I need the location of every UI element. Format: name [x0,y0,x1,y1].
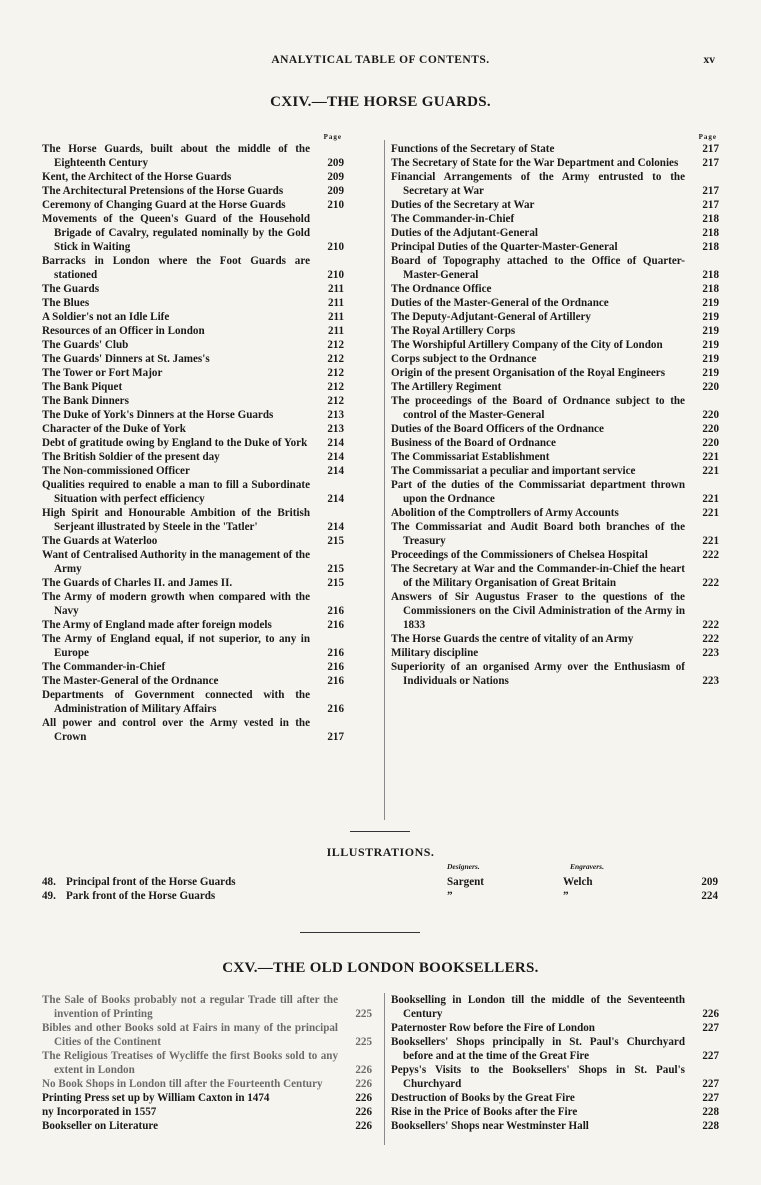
toc-entry-title: Character of the Duke of York [42,423,186,435]
toc-entry-title: The Deputy-Adjutant-General of Artillery [391,311,591,323]
toc-entry-page: 219 [702,325,719,337]
toc-entry-page: 214 [327,437,344,449]
toc-entry [42,394,344,408]
toc-entry [391,296,719,310]
toc-entry [42,450,344,464]
toc-column-left [42,993,372,1133]
illustration-entry [42,890,718,904]
toc-entry [42,1091,372,1105]
toc-entry-title: No Book Shops in London till after the Fourteenth Century [42,1078,323,1090]
engravers-header: Engravers. [570,862,604,871]
toc-entry-title: Booksellers' Shops near Westminster Hall [391,1120,589,1132]
toc-entry [42,352,344,366]
toc-entry-title: High Spirit and Honourable Ambition of the British Serjeant illustrated by Steele in the 'Tatler' [42,507,310,533]
toc-entry [391,1105,719,1119]
toc-entry-title: Duties of the Board Officers of the Ordnance [391,423,604,435]
toc-entry-title: The Religious Treatises of Wycliffe the first Books sold to any extent in London [42,1050,338,1076]
toc-entry-page: 218 [702,269,719,281]
toc-entry [42,618,344,632]
toc-entry [391,506,719,520]
toc-entry [391,142,719,156]
toc-entry [391,282,719,296]
toc-entry-title: The Guards' Club [42,339,129,351]
toc-entry [42,674,344,688]
toc-entry-page: 226 [702,1008,719,1020]
toc-entry-title: Destruction of Books by the Great Fire [391,1092,575,1104]
toc-entry [42,464,344,478]
toc-entry [42,632,344,660]
toc-entry-page: 227 [702,1022,719,1034]
toc-entry-title: The Bank Piquet [42,381,123,393]
toc-entry [391,1021,719,1035]
toc-entry-title: The Horse Guards the centre of vitality of an Army [391,633,634,645]
toc-entry-title: Ceremony of Changing Guard at the Horse Guards [42,199,286,211]
illustration-title: Principal front of the Horse Guards [66,876,236,888]
toc-entry [42,436,344,450]
toc-entry [391,240,719,254]
toc-entry-page: 217 [702,157,719,169]
toc-entry-page: 222 [702,619,719,631]
toc-entry-page: 221 [702,535,719,547]
toc-entry-page: 226 [355,1120,372,1132]
toc-entry-title: Debt of gratitude owing by England to the Duke of York [42,437,308,449]
toc-entry-page: 214 [327,451,344,463]
toc-entry-title: Board of Topography attached to the Office of Quarter-Master-General [391,255,685,281]
toc-entry-title: Military discipline [391,647,479,659]
illustration-designer: ” [447,890,453,902]
illustration-engraver: Welch [563,876,593,888]
toc-entry-page: 216 [327,661,344,673]
toc-entry-page: 219 [702,297,719,309]
toc-entry [42,296,344,310]
toc-entry-title: The Duke of York's Dinners at the Horse Guards [42,409,274,421]
toc-entry-page: 214 [327,521,344,533]
toc-entry [42,548,344,576]
toc-entry [42,198,344,212]
toc-entry [391,324,719,338]
toc-entry-page: 219 [702,353,719,365]
toc-entry-page: 211 [327,297,344,309]
toc-entry-title: Want of Centralised Authority in the management of the Army [42,549,310,575]
toc-entry [391,436,719,450]
toc-entry-title: The Army of modern growth when compared with the Navy [42,591,310,617]
page-number: xv [703,54,715,66]
toc-entry-page: 209 [327,185,344,197]
toc-entry-title: All power and control over the Army vested in the Crown [42,717,310,743]
toc-entry-page: 209 [327,157,344,169]
toc-entry-title: Superiority of an organised Army over the Enthusiasm of Individuals or Nations [391,661,685,687]
toc-entry-page: 218 [702,227,719,239]
divider-rule [300,932,420,933]
toc-entry [391,464,719,478]
toc-entry [391,1063,719,1091]
illustration-engraver: ” [563,890,569,902]
toc-entry-title: Financial Arrangements of the Army entrusted to the Secretary at War [391,171,685,197]
toc-entry-title: The Horse Guards, built about the middle of the Eighteenth Century [42,143,310,169]
toc-entry-page: 228 [702,1120,719,1132]
toc-entry [42,408,344,422]
toc-entry-title: Business of the Board of Ordnance [391,437,556,449]
toc-entry [391,198,719,212]
toc-entry [42,324,344,338]
toc-entry-title: The Bank Dinners [42,395,129,407]
toc-entry [391,380,719,394]
toc-entry-title: The Worshipful Artillery Company of the City of London [391,339,663,351]
toc-entry-title: The Secretary of State for the War Department and Colonies [391,157,679,169]
toc-entry [42,534,344,548]
toc-entry-title: The Commissariat a peculiar and important service [391,465,636,477]
toc-entry [391,1119,719,1133]
toc-entry-page: 212 [327,353,344,365]
toc-entry-title: The Army of England made after foreign models [42,619,272,631]
toc-entry-page: 212 [327,339,344,351]
toc-entry-title: Bibles and other Books sold at Fairs in many of the principal Cities of the Continent [42,1022,338,1048]
toc-entry-page: 214 [327,493,344,505]
toc-entry [391,170,719,198]
toc-entry-title: Kent, the Architect of the Horse Guards [42,171,232,183]
toc-entry-title: The Guards [42,283,100,295]
toc-entry [42,716,344,744]
toc-entry [42,366,344,380]
toc-entry-page: 217 [702,199,719,211]
toc-entry-title: The Blues [42,297,90,309]
toc-entry-title: Booksellers' Shops principally in St. Paul's Churchyard before and at the time of the Great Fire [391,1036,685,1062]
toc-entry-title: The British Soldier of the present day [42,451,220,463]
toc-entry [42,688,344,716]
toc-entry-title: The Commander-in-Chief [391,213,515,225]
toc-entry-page: 219 [702,311,719,323]
illustration-number: 49. [42,890,56,902]
toc-entry-page: 216 [327,647,344,659]
toc-entry-title: The Guards at Waterloo [42,535,158,547]
toc-entry-page: 217 [327,731,344,743]
toc-entry-page: 226 [355,1092,372,1104]
toc-entry-title: The Guards of Charles II. and James II. [42,577,233,589]
toc-entry-page: 216 [327,605,344,617]
toc-entry-title: Qualities required to enable a man to fill a Subordinate Situation with perfect efficiency [42,479,310,505]
toc-entry [391,590,719,632]
toc-entry-title: The Royal Artillery Corps [391,325,516,337]
toc-entry [391,254,719,282]
toc-entry-page: 219 [702,367,719,379]
running-head [0,54,761,70]
toc-entry [391,310,719,324]
toc-entry-page: 216 [327,675,344,687]
toc-entry-page: 212 [327,395,344,407]
toc-entry [391,366,719,380]
toc-entry-page: 216 [327,703,344,715]
toc-entry-page: 228 [702,1106,719,1118]
toc-entry-page: 221 [702,493,719,505]
toc-entry-page: 211 [327,311,344,323]
toc-entry-page: 217 [702,185,719,197]
toc-entry [42,1119,372,1133]
toc-entry [391,646,719,660]
toc-entry-title: Bookseller on Literature [42,1120,159,1132]
illustration-designer: Sargent [447,876,484,888]
toc-entry-page: 221 [702,507,719,519]
toc-entry-page: 215 [327,563,344,575]
toc-entry [391,422,719,436]
toc-entry-title: Part of the duties of the Commissariat department thrown upon the Ordnance [391,479,685,505]
toc-entry-title: The Commissariat Establishment [391,451,550,463]
toc-entry [42,310,344,324]
illustration-entry [42,876,718,890]
toc-entry [42,576,344,590]
toc-entry-title: Duties of the Secretary at War [391,199,535,211]
toc-entry-page: 210 [327,269,344,281]
toc-entry-page: 218 [702,241,719,253]
toc-entry [391,156,719,170]
toc-entry-page: 221 [702,465,719,477]
toc-entry-title: Abolition of the Comptrollers of Army Accounts [391,507,619,519]
toc-entry [42,590,344,618]
toc-entry [391,352,719,366]
divider-rule [350,831,410,832]
toc-column-right [391,130,719,688]
toc-entry-title: The Ordnance Office [391,283,492,295]
toc-entry-title: The Master-General of the Ordnance [42,675,219,687]
toc-entry [42,142,344,170]
running-title: ANALYTICAL TABLE OF CONTENTS. [271,54,490,66]
toc-entry [42,380,344,394]
toc-entry-page: 222 [702,549,719,561]
toc-entry-page: 209 [327,171,344,183]
toc-entry-title: Departments of Government connected with the Administration of Military Affairs [42,689,310,715]
toc-entry-page: 211 [327,283,344,295]
toc-entry-title: Resources of an Officer in London [42,325,205,337]
toc-entry-page: 213 [327,409,344,421]
toc-entry-title: The Secretary at War and the Commander-in-Chief the heart of the Military Organisation of Great Britain [391,563,685,589]
toc-entry-title: ny Incorporated in 1557 [42,1106,157,1118]
illustration-number: 48. [42,876,56,888]
page-column-header: Page [323,133,342,141]
toc-entry-page: 212 [327,367,344,379]
toc-entry-title: The Commissariat and Audit Board both branches of the Treasury [391,521,685,547]
toc-entry [42,1077,372,1091]
toc-entry-page: 216 [327,619,344,631]
toc-column-left [42,130,344,744]
toc-entry-page: 227 [702,1078,719,1090]
toc-entry-title: Barracks in London where the Foot Guards are stationed [42,255,310,281]
toc-entry-title: A Soldier's not an Idle Life [42,311,170,323]
toc-entry-page: 210 [327,199,344,211]
toc-entry [42,1105,372,1119]
toc-entry [391,478,719,506]
toc-entry-page: 213 [327,423,344,435]
toc-entry [42,422,344,436]
toc-entry [42,338,344,352]
toc-entry-title: Bookselling in London till the middle of the Seventeenth Century [391,994,685,1020]
toc-entry-page: 222 [702,633,719,645]
toc-entry-page: 215 [327,577,344,589]
toc-entry-title: Rise in the Price of Books after the Fire [391,1106,578,1118]
toc-entry [42,1021,372,1049]
toc-entry [42,993,372,1021]
toc-entry-page: 225 [355,1008,372,1020]
toc-entry-page: 221 [702,451,719,463]
toc-entry [42,506,344,534]
toc-entry [42,184,344,198]
toc-entry-title: The Guards' Dinners at St. James's [42,353,210,365]
toc-entry [391,632,719,646]
toc-entry-title: Principal Duties of the Quarter-Master-General [391,241,618,253]
toc-entry [42,170,344,184]
toc-entry [42,282,344,296]
toc-entry [391,226,719,240]
toc-entry-page: 220 [702,409,719,421]
toc-entry-page: 222 [702,577,719,589]
toc-entry-page: 227 [702,1092,719,1104]
toc-entry [391,338,719,352]
toc-entry-title: The Sale of Books probably not a regular Trade till after the invention of Printing [42,994,338,1020]
toc-entry [42,660,344,674]
toc-entry-page: 218 [702,213,719,225]
toc-entry-page: 214 [327,465,344,477]
toc-entry [391,1091,719,1105]
illustration-page: 209 [701,876,718,888]
toc-entry [391,562,719,590]
toc-entry [391,212,719,226]
toc-entry-page: 225 [355,1036,372,1048]
toc-entry-title: The Non-commissioned Officer [42,465,190,477]
toc-entry-page: 220 [702,381,719,393]
toc-entry [391,1035,719,1063]
toc-entry-page: 226 [355,1078,372,1090]
toc-entry-page: 211 [327,325,344,337]
toc-entry [42,212,344,254]
toc-entry-page: 218 [702,283,719,295]
section-title-horse-guards: CXIV.—THE HORSE GUARDS. [270,94,491,110]
toc-entry-page: 215 [327,535,344,547]
illustrations-heading: ILLUSTRATIONS. [326,845,435,859]
toc-entry-page: 217 [702,143,719,155]
toc-entry [391,660,719,688]
toc-entry [42,254,344,282]
toc-entry-title: Paternoster Row before the Fire of London [391,1022,595,1034]
toc-entry [391,450,719,464]
toc-entry-title: Pepys's Visits to the Booksellers' Shops in St. Paul's Churchyard [391,1064,685,1090]
toc-entry [391,993,719,1021]
toc-entry-title: The Artillery Regiment [391,381,502,393]
toc-entry-page: 226 [355,1064,372,1076]
toc-entry-page: 220 [702,437,719,449]
toc-entry-page: 210 [327,241,344,253]
toc-entry [42,478,344,506]
page-column-header: Page [698,133,717,141]
toc-entry-title: The Architectural Pretensions of the Horse Guards [42,185,284,197]
toc-entry-page: 227 [702,1050,719,1062]
toc-entry-title: The Army of England equal, if not superior, to any in Europe [42,633,310,659]
toc-entry-page: 212 [327,381,344,393]
column-divider [384,140,385,820]
section-title-booksellers: CXV.—THE OLD LONDON BOOKSELLERS. [222,960,539,976]
toc-entry-title: Answers of Sir Augustus Fraser to the questions of the Commissioners on the Civil Administration of the Army in 1833 [391,591,685,631]
toc-entry [391,520,719,548]
toc-entry [42,1049,372,1077]
toc-column-right [391,993,719,1133]
toc-entry [391,548,719,562]
toc-entry-title: The proceedings of the Board of Ordnance subject to the control of the Master-General [391,395,685,421]
toc-entry-page: 219 [702,339,719,351]
toc-entry-page: 226 [355,1106,372,1118]
toc-entry-title: Functions of the Secretary of State [391,143,555,155]
toc-entry-title: The Commander-in-Chief [42,661,166,673]
illustration-page: 224 [701,890,718,902]
toc-entry-title: Origin of the present Organisation of the Royal Engineers [391,367,666,379]
toc-entry-title: Duties of the Adjutant-General [391,227,538,239]
toc-entry-page: 223 [702,647,719,659]
designers-header: Designers. [447,862,480,871]
column-divider [384,993,385,1145]
illustration-title: Park front of the Horse Guards [66,890,216,902]
toc-entry-title: The Tower or Fort Major [42,367,163,379]
toc-entry-page: 220 [702,423,719,435]
toc-entry [391,394,719,422]
toc-entry-title: Printing Press set up by William Caxton in 1474 [42,1092,270,1104]
toc-entry-title: Corps subject to the Ordnance [391,353,537,365]
toc-entry-title: Duties of the Master-General of the Ordnance [391,297,609,309]
toc-entry-title: Proceedings of the Commissioners of Chelsea Hospital [391,549,648,561]
toc-entry-page: 223 [702,675,719,687]
toc-entry-title: Movements of the Queen's Guard of the Household Brigade of Cavalry, regulated nominally by the Gold Stick in Waiting [42,213,310,253]
